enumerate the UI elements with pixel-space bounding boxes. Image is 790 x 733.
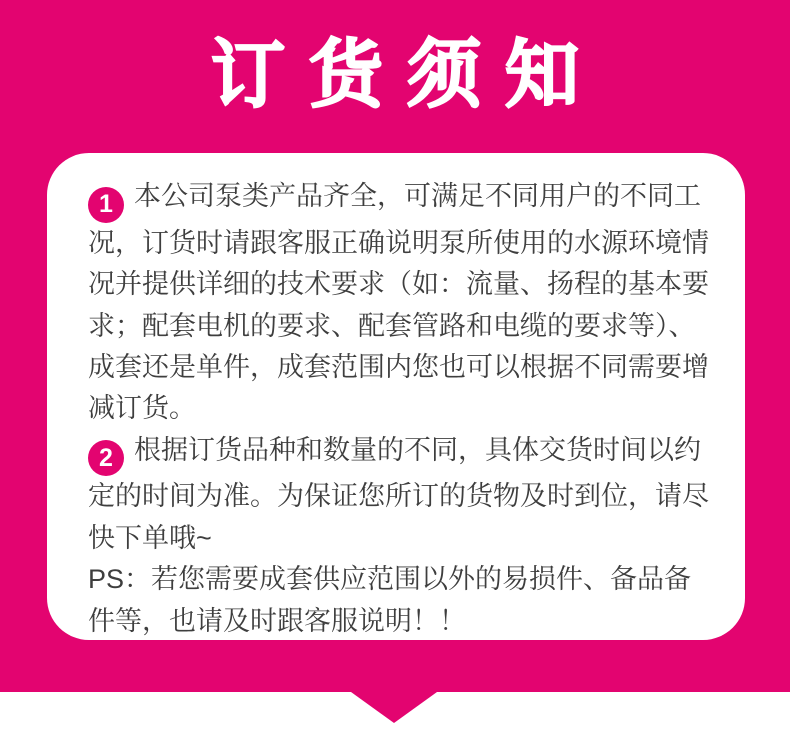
item-number-badge-2: 2 [88, 440, 124, 476]
notice-card [47, 153, 745, 640]
item-number-badge-1: 1 [88, 187, 124, 223]
notice-item-2 [88, 430, 716, 560]
postscript-text: PS：若您需要成套供应范围以外的易损件、备品备件等，也请及时跟客服说明！！ [88, 564, 692, 636]
down-triangle-icon [351, 692, 437, 723]
notice-item-2-text: 根据订货品种和数量的不同，具体交货时间以约定的时间为准。为保证您所订的货物及时到位，请尽快下单哦~ [88, 434, 709, 553]
page-title: 订货须知 [211, 33, 603, 116]
notice-item-1-text: 本公司泵类产品齐全，可满足不同用户的不同工况，订货时请跟客服正确说明泵所使用的水源环境情况并提供详细的技术要求（如：流量、扬程的基本要求；配套电机的要求、配套管路和电缆的要求等）、成套还是单件，成套范围内您也可以根据不同需要增减订货。 [88, 181, 709, 424]
notice-item-1 [88, 176, 716, 430]
